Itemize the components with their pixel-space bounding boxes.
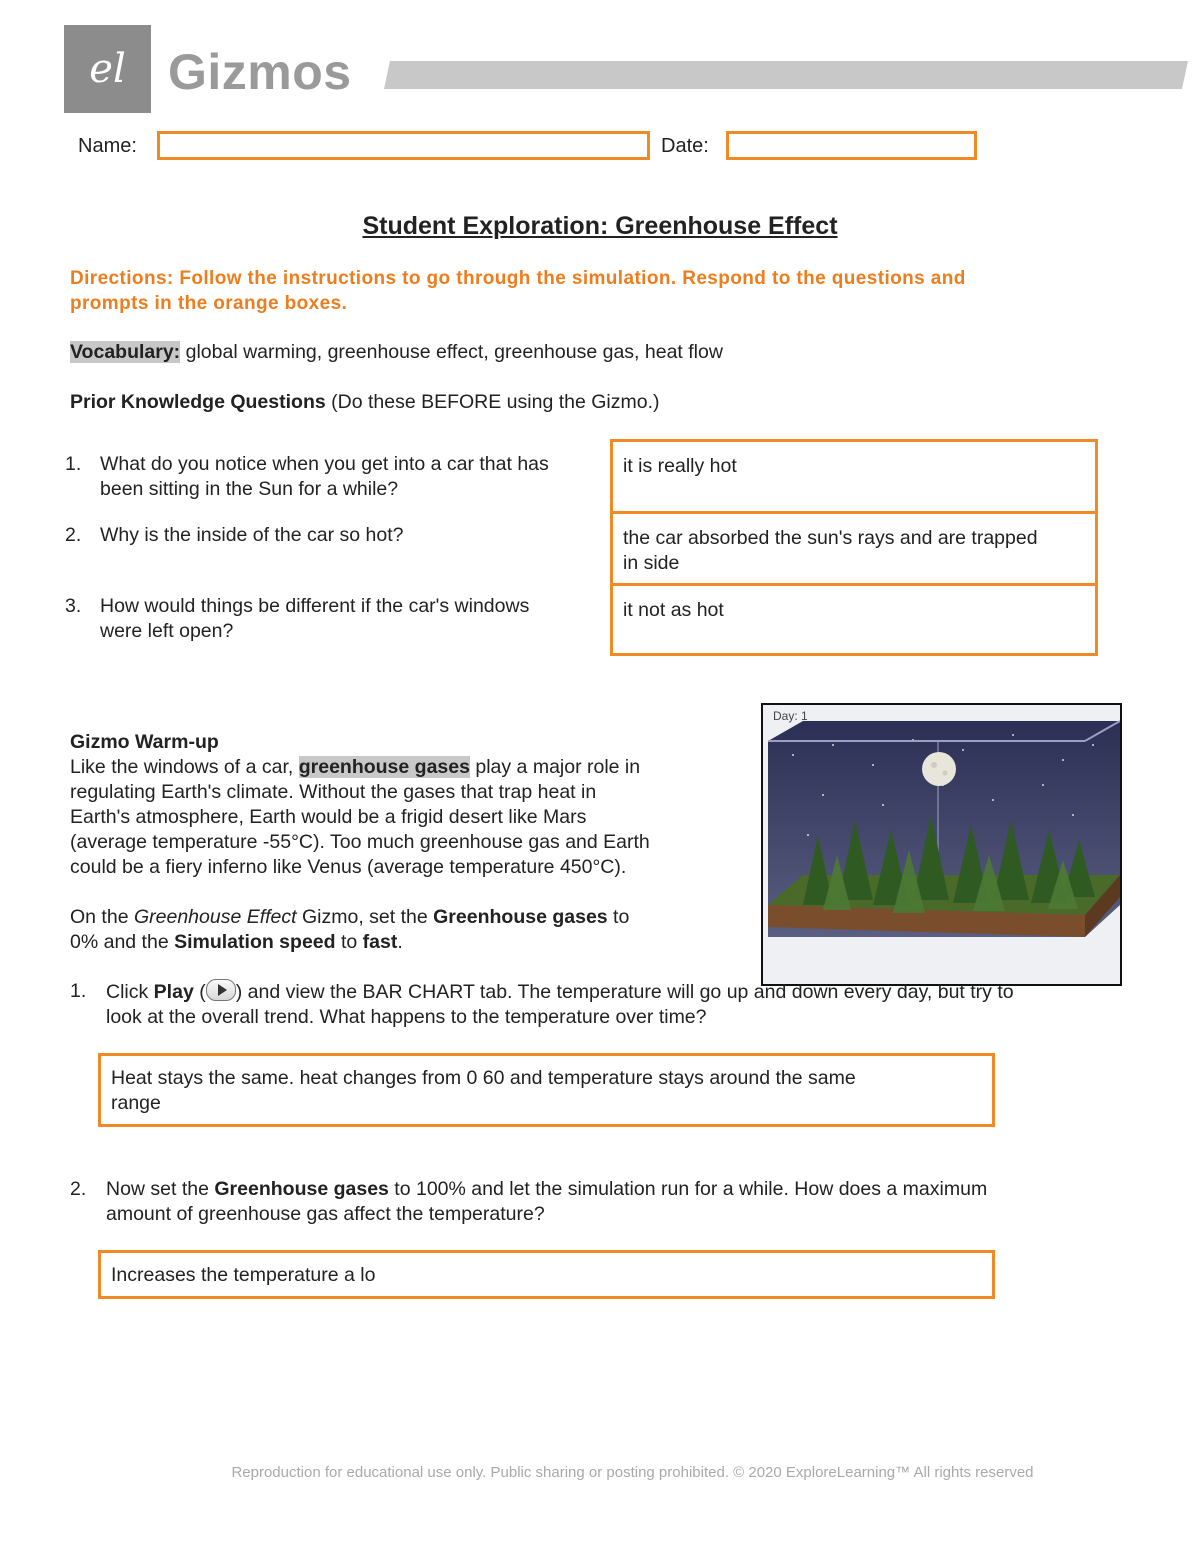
greenhouse-gases-highlight: greenhouse gases bbox=[298, 756, 470, 778]
explorelearning-logo-icon: el bbox=[89, 46, 126, 92]
prior-q3-line1: How would things be different if the car's windows bbox=[100, 595, 530, 617]
warmup-line-2: regulating Earth's climate. Without the gases that trap heat in bbox=[70, 781, 597, 803]
brand-name: Gizmos bbox=[168, 44, 352, 100]
prior-heading bbox=[70, 390, 660, 415]
name-field[interactable] bbox=[157, 131, 650, 160]
warmup-heading: Gizmo Warm-up bbox=[70, 731, 219, 753]
prior-q1-text bbox=[100, 452, 549, 502]
prior-answer-table bbox=[610, 439, 1098, 656]
q1-answer-box[interactable] bbox=[98, 1053, 995, 1127]
prior-q1-line1: What do you notice when you get into a car that has bbox=[100, 453, 549, 475]
prior-q3-line2: were left open? bbox=[100, 620, 234, 642]
warmup-line-5: could be a fiery inferno like Venus (average temperature 450°C). bbox=[70, 856, 627, 878]
prior-answer-1[interactable] bbox=[613, 442, 1095, 514]
q1-number: 1. bbox=[70, 980, 87, 1002]
prior-q1-line2: been sitting in the Sun for a while? bbox=[100, 478, 399, 500]
play-icon bbox=[206, 979, 236, 1001]
prior-heading-label: Prior Knowledge Questions bbox=[70, 391, 326, 413]
name-label: Name: bbox=[78, 135, 137, 157]
day-label: Day: 1 bbox=[773, 709, 808, 723]
page-title: Student Exploration: Greenhouse Effect bbox=[362, 212, 838, 240]
q1-answer-line-2: range bbox=[111, 1092, 161, 1114]
simulation-image bbox=[761, 703, 1122, 986]
warmup-line-3: Earth's atmosphere, Earth would be a frigid desert like Mars bbox=[70, 806, 587, 828]
header-bar bbox=[384, 61, 1188, 89]
prior-heading-note: (Do these BEFORE using the Gizmo.) bbox=[325, 391, 660, 413]
prior-answer-3[interactable] bbox=[613, 586, 1095, 653]
q2-line-2: amount of greenhouse gas affect the temperature? bbox=[106, 1203, 545, 1225]
directions-line-1: Directions: Follow the instructions to go through the simulation. Respond to the questions and bbox=[70, 268, 966, 289]
date-label: Date: bbox=[661, 135, 709, 157]
directions-line-2: prompts in the orange boxes. bbox=[70, 293, 348, 314]
q1-answer-line-1: Heat stays the same. heat changes from 0 60 and temperature stays around the same bbox=[111, 1067, 856, 1089]
q1-line-2: look at the overall trend. What happens to the temperature over time? bbox=[106, 1006, 707, 1028]
q1-line-1: Click Play ( ) and view the BAR CHART tab. The temperature will go up and down every day, but try to bbox=[106, 981, 1014, 1003]
warmup-line-4: (average temperature -55°C). Too much greenhouse gas and Earth bbox=[70, 831, 650, 853]
prior-q2-number: 2. bbox=[65, 524, 82, 546]
vocabulary-terms: global warming, greenhouse effect, greenhouse gas, heat flow bbox=[180, 341, 723, 363]
footer-copyright: Reproduction for educational use only. Public sharing or posting prohibited. © 2020 ExploreLearning™ All rights reserved bbox=[231, 1464, 1034, 1481]
q2-line-1: Now set the Greenhouse gases to 100% and let the simulation run for a while. How does a maximum bbox=[106, 1178, 988, 1200]
vocabulary-label: Vocabulary: bbox=[70, 341, 181, 363]
prior-answer-1-line1: it is really hot bbox=[623, 455, 737, 477]
q2-answer-line-1: Increases the temperature a lo bbox=[111, 1264, 376, 1286]
warmup-setup-line-2: 0% and the Simulation speed to fast. bbox=[70, 931, 403, 953]
warmup-setup-line-1: On the Greenhouse Effect Gizmo, set the Greenhouse gases to bbox=[70, 906, 630, 928]
prior-answer-3-line1: it not as hot bbox=[623, 599, 724, 621]
prior-q3-number: 3. bbox=[65, 595, 82, 617]
q2-text bbox=[106, 1177, 1116, 1227]
greenhouse-scene bbox=[763, 705, 1120, 984]
q2-number: 2. bbox=[70, 1178, 87, 1200]
warmup-section bbox=[70, 730, 750, 955]
prior-q2-text: Why is the inside of the car so hot? bbox=[100, 524, 404, 546]
prior-answer-2[interactable] bbox=[613, 514, 1095, 586]
warmup-line-1: Like the windows of a car, greenhouse gases play a major role in bbox=[70, 756, 641, 778]
prior-q1-number: 1. bbox=[65, 453, 82, 475]
prior-answer-2-line2: in side bbox=[623, 552, 680, 574]
prior-answer-2-line1: the car absorbed the sun's rays and are trapped bbox=[623, 527, 1038, 549]
q2-answer-box[interactable] bbox=[98, 1250, 995, 1299]
directions bbox=[70, 266, 1130, 316]
prior-q3-text bbox=[100, 594, 529, 644]
q1-text bbox=[106, 979, 1116, 1030]
vocabulary bbox=[70, 340, 723, 365]
date-field[interactable] bbox=[726, 131, 977, 160]
